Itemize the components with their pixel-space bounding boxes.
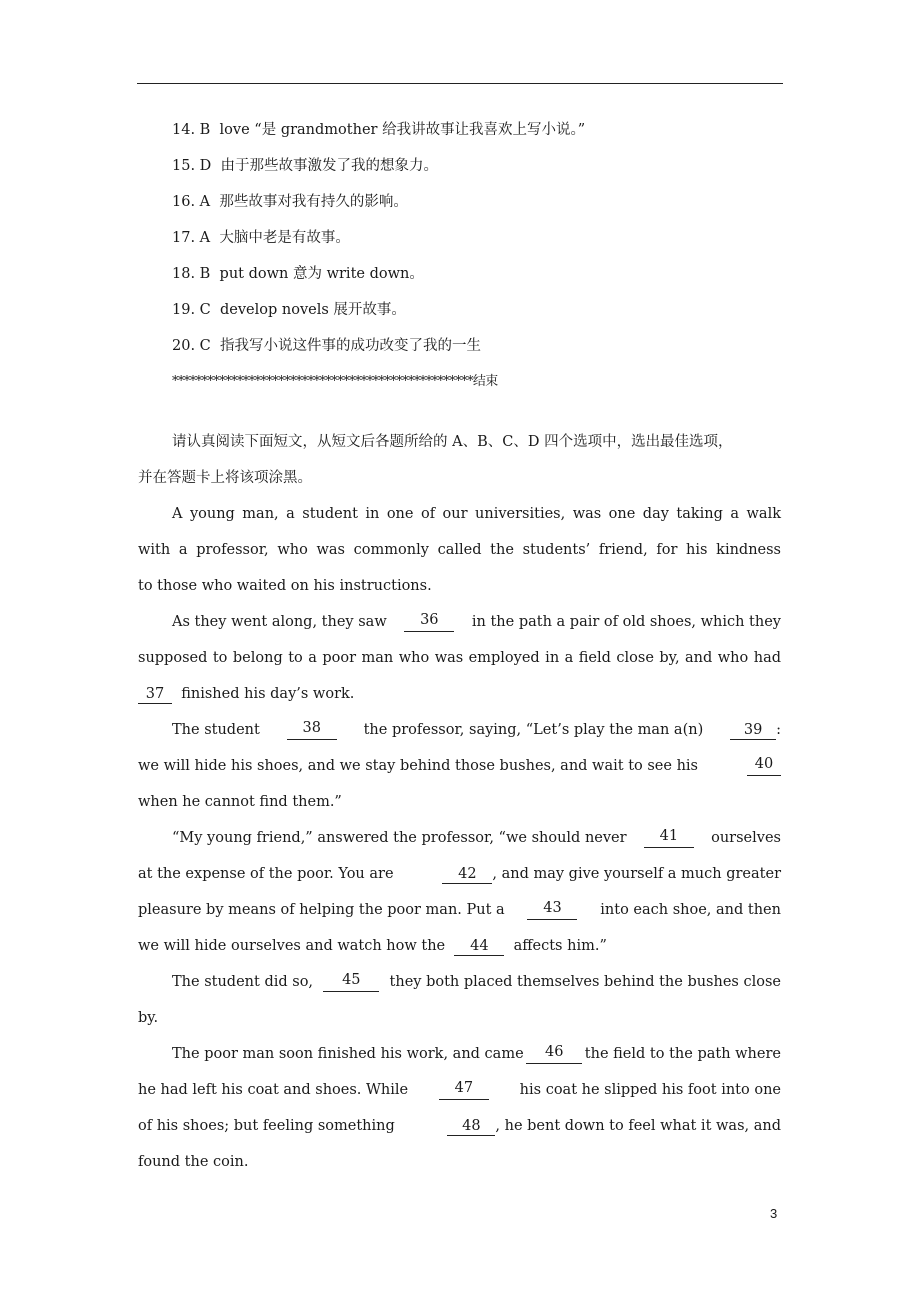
p6-line-1: The poor man soon finished his work, and came 46 the field to the path where <box>172 1044 781 1062</box>
p4-line-3: pleasure by means of helping the poor man. Put a 43 into each shoe, and then <box>138 900 781 918</box>
p2-line-2: supposed to belong to a poor man who was employed in a field close by, and who had <box>138 650 781 666</box>
p4-line-4: we will hide ourselves and watch how the 44 affects him.” <box>138 938 607 954</box>
p1-line-2: with a professor, who was commonly called the students’ friend, for his kindness <box>138 542 781 558</box>
blank-36: 36 <box>404 612 454 632</box>
answer-16: 16. A 那些故事对我有持久的影响。 <box>172 194 408 210</box>
blank-43: 43 <box>527 900 577 920</box>
instructions-line-2: 并在答题卡上将该项涂黑。 <box>138 470 312 486</box>
p2-line-3: 37 finished his day’s work. <box>138 684 354 704</box>
blank-46: 46 <box>526 1044 582 1064</box>
p3-line-3: when he cannot find them.” <box>138 794 342 810</box>
blank-48: 48 <box>447 1118 495 1136</box>
blank-39: 39 <box>730 722 776 740</box>
end-marker: ***************************************************结束 <box>172 374 498 389</box>
p4-line-1: “My young friend,” answered the professor, “we should never 41 ourselves <box>172 828 781 846</box>
p6-line-2: he had left his coat and shoes. While 47 his coat he slipped his foot into one <box>138 1080 781 1098</box>
page-number: 3 <box>770 1206 778 1221</box>
p1-line-1: A young man, a student in one of our universities, was one day taking a walk <box>172 506 781 522</box>
answer-20: 20. C 指我写小说这件事的成功改变了我的一生 <box>172 338 481 354</box>
answer-14: 14. B love “是 grandmother 给我讲故事让我喜欢上写小说。” <box>172 122 586 138</box>
blank-44: 44 <box>454 938 504 956</box>
answer-18: 18. B put down 意为 write down。 <box>172 266 424 282</box>
instructions-line-1: 请认真阅读下面短文，从短文后各题所给的 A、B、C、D 四个选项中，选出最佳选项， <box>172 434 733 450</box>
p2-line-1: As they went along, they saw 36 in the path a pair of old shoes, which they <box>172 612 781 630</box>
p6-line-3: of his shoes; but feeling something 48 , he bent down to feel what it was, and <box>138 1118 781 1134</box>
p1-line-3: to those who waited on his instructions. <box>138 578 432 594</box>
p6-line-4: found the coin. <box>138 1154 249 1170</box>
p3-line-2: we will hide his shoes, and we stay behind those bushes, and wait to see his 40 <box>138 756 781 776</box>
answer-15: 15. D 由于那些故事激发了我的想象力。 <box>172 158 439 174</box>
blank-37: 37 <box>138 686 172 704</box>
blank-40: 40 <box>747 756 781 776</box>
blank-47: 47 <box>439 1080 489 1100</box>
p4-line-2: at the expense of the poor. You are 42 , and may give yourself a much greater <box>138 866 781 882</box>
blank-38: 38 <box>287 720 337 740</box>
answer-17: 17. A 大脑中老是有故事。 <box>172 230 350 246</box>
p5-line-1: The student did so, 45 they both placed themselves behind the bushes close <box>172 972 781 990</box>
blank-41: 41 <box>644 828 694 848</box>
p5-line-2: by. <box>138 1010 159 1026</box>
answer-19: 19. C develop novels 展开故事。 <box>172 302 406 318</box>
blank-45: 45 <box>323 972 379 992</box>
p3-line-1: The student 38 the professor, saying, “Let’s play the man a(n) 39 : <box>172 720 781 738</box>
header-rule <box>137 83 783 84</box>
blank-42: 42 <box>442 866 492 884</box>
